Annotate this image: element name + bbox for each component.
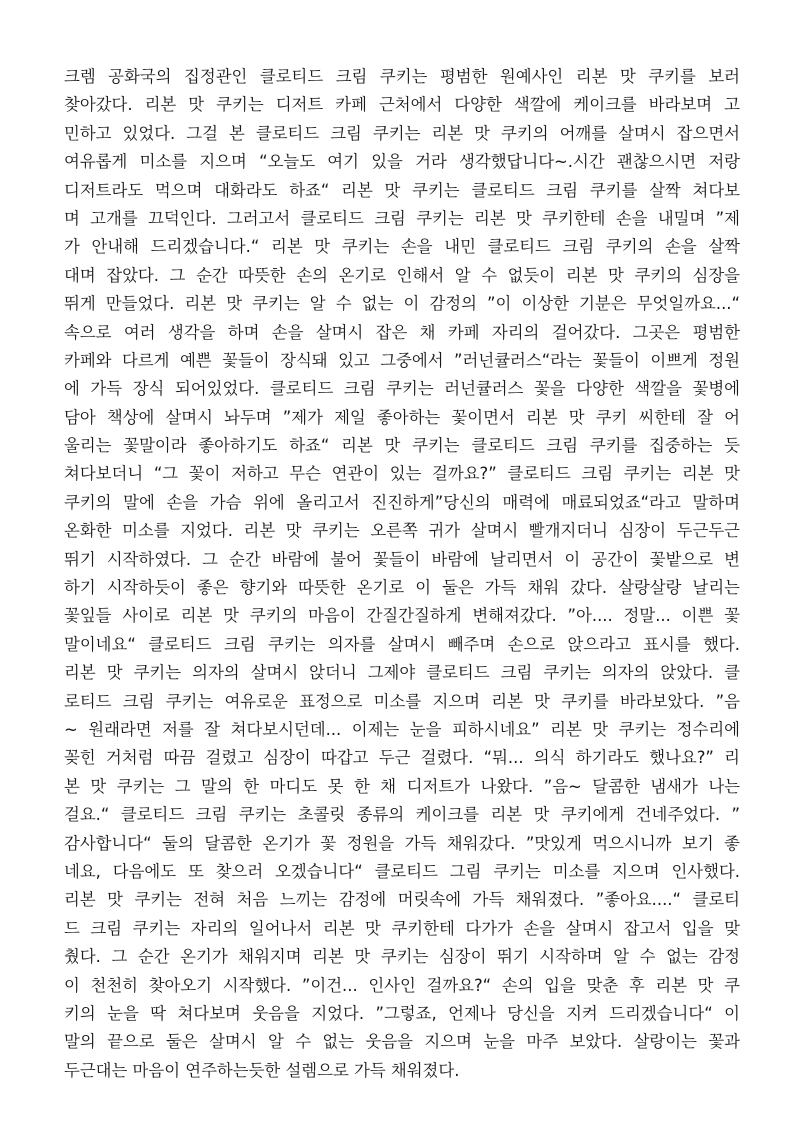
text-line: 리본 맛 쿠키는 의자의 살며시 앉더니 그제야 클로티드 크림 쿠키는 의자의 앉았다. 클 — [64, 663, 740, 683]
text-line: 췄다. 그 순간 온기가 채워지며 리본 맛 쿠키는 심장이 뛰기 시작하며 알 수 없는 감정 — [64, 947, 740, 967]
text-line: 여유롭게 미소를 지으며 “오늘도 여기 있을 거라 생각했답니다~.시간 괜찮으시면 저랑 — [64, 152, 740, 172]
text-line: 담아 책상에 살며시 놔두며 ”제가 제일 좋아하는 꽃이면서 리본 맛 쿠키 씨한테 잘 어 — [64, 407, 740, 427]
text-line: 감사합니다“ 둘의 달콤한 온기가 꽃 정원을 가득 채워갔다. ”맛있게 먹으시니까 보기 좋 — [64, 833, 740, 853]
text-line: 카페와 다르게 예쁜 꽃들이 장식돼 있고 그중에서 ”러넌큘러스“라는 꽃들이 이쁘게 정원 — [64, 350, 740, 370]
text-line: 에 가득 장식 되어있었다. 클로티드 크림 쿠키는 러넌큘러스 꽃을 다양한 색깔을 꽃병에 — [64, 379, 740, 399]
text-line: 말의 끝으로 둘은 살며시 알 수 없는 웃음을 지으며 눈을 마주 보았다. 살랑이는 꽃과 — [64, 1032, 740, 1052]
text-line: 본 맛 쿠키는 그 말의 한 마디도 못 한 채 디저트가 나왔다. ”음~ 달콤한 냄새가 나는 — [64, 776, 740, 796]
text-line: 속으로 여러 생각을 하며 손을 살며시 잡은 채 카페 자리의 걸어갔다. 그곳은 평범한 — [64, 322, 740, 342]
text-line: 리본 맛 쿠키는 전혀 처음 느끼는 감정에 머릿속에 가득 채워졌다. ”좋아요....“ 클로티 — [64, 890, 740, 910]
text-line: 온화한 미소를 지었다. 리본 맛 쿠키는 오른쪽 귀가 살며시 빨개지더니 심장이 두근두근 — [64, 521, 740, 541]
text-line: 하기 시작하듯이 좋은 향기와 따뜻한 온기로 이 둘은 가득 채워 갔다. 살랑살랑 날리는 — [64, 578, 740, 598]
text-line: 크렘 공화국의 집정관인 클로티드 크림 쿠키는 평범한 원예사인 리본 맛 쿠키를 보러 — [64, 67, 740, 86]
text-line: 뛰게 만들었다. 리본 맛 쿠키는 알 수 없는 이 감정의 ”이 이상한 기분은 무엇일까요...“ — [64, 294, 740, 314]
text-line: 며 고개를 끄덕인다. 그러고서 클로티드 크림 쿠키는 리본 맛 쿠키한테 손을 내밀며 ”제 — [64, 208, 740, 228]
text-line: 로티드 크림 쿠키는 여유로운 표정으로 미소를 지으며 리본 맛 쿠키를 바라보았다. ”음 — [64, 691, 740, 711]
text-line: 이 천천히 찾아오기 시작했다. ”이건... 인사인 걸까요?“ 손의 입을 맞춘 후 리본 맛 쿠 — [64, 975, 740, 995]
text-line: 디저트라도 먹으며 대화라도 하죠“ 리본 맛 쿠키는 클로티드 크림 쿠키를 살짝 쳐다보 — [64, 180, 740, 200]
text-line: 말이네요“ 클로티드 크림 쿠키는 의자를 살며시 빼주며 손으로 앉으라고 표시를 했다. — [64, 634, 740, 654]
story-paragraph — [64, 63, 740, 1085]
text-line: 두근대는 마음이 연주하는듯한 설렘으로 가득 채워졌다. — [64, 1060, 460, 1080]
text-line: 가 안내해 드리겠습니다.“ 리본 맛 쿠키는 손을 내민 클로티드 크림 쿠키의 손을 살짝 — [64, 237, 740, 257]
text-line: 쿠키의 말에 손을 가슴 위에 올리고서 진진하게”당신의 매력에 매료되었죠“라고 말하며 — [64, 492, 740, 512]
text-line: 찾아갔다. 리본 맛 쿠키는 디저트 카페 근처에서 다양한 색깔에 케이크를 바라보며 고 — [64, 95, 740, 115]
text-line: 걸요.“ 클로티드 크림 쿠키는 초콜릿 종류의 케이크를 리본 맛 쿠키에게 건네주었다. ” — [64, 805, 740, 825]
text-line: 키의 눈을 딱 쳐다보며 웃음을 지었다. ”그렇죠, 언제나 당신을 지켜 드리겠습니다“ 이 — [64, 1003, 740, 1023]
text-line: 뛰기 시작하였다. 그 순간 바람에 불어 꽃들이 바람에 날리면서 이 공간이 꽃밭으로 변 — [64, 549, 740, 569]
text-line: ~ 원래라면 저를 잘 쳐다보시던데... 이제는 눈을 피하시네요” 리본 맛 쿠키는 정수리에 — [64, 719, 740, 739]
text-line: 드 크림 쿠키는 자리의 일어나서 리본 맛 쿠키한테 다가가 손을 살며시 잡고서 입을 맞 — [64, 918, 740, 938]
text-line: 네요, 다음에도 또 찾으러 오겠습니다“ 클로티드 그림 쿠키는 미소를 지으며 인사했다. — [64, 861, 740, 881]
text-line: 꽂힌 거처럼 따끔 걸렸고 심장이 따갑고 두근 걸렸다. “뭐... 의식 하기라도 했나요?” 리 — [64, 748, 740, 768]
text-line: 쳐다보더니 “그 꽃이 저하고 무슨 연관이 있는 걸까요?” 클로티드 크림 쿠키는 리본 맛 — [64, 464, 740, 484]
text-line: 대며 잡았다. 그 순간 따뜻한 손의 온기로 인해서 알 수 없듯이 리본 맛 쿠키의 심장을 — [64, 265, 740, 285]
text-line: 민하고 있었다. 그걸 본 클로티드 크림 쿠키는 리본 맛 쿠키의 어깨를 살며시 잡으면서 — [64, 123, 740, 143]
text-line: 울리는 꽃말이라 좋아하기도 하죠“ 리본 맛 쿠키는 클로티드 크림 쿠키를 집중하는 듯 — [64, 436, 740, 456]
text-line: 꽃잎들 사이로 리본 맛 쿠키의 마음이 간질간질하게 변해져갔다. ”아.... 정말... 이쁜 꽃 — [64, 606, 740, 626]
